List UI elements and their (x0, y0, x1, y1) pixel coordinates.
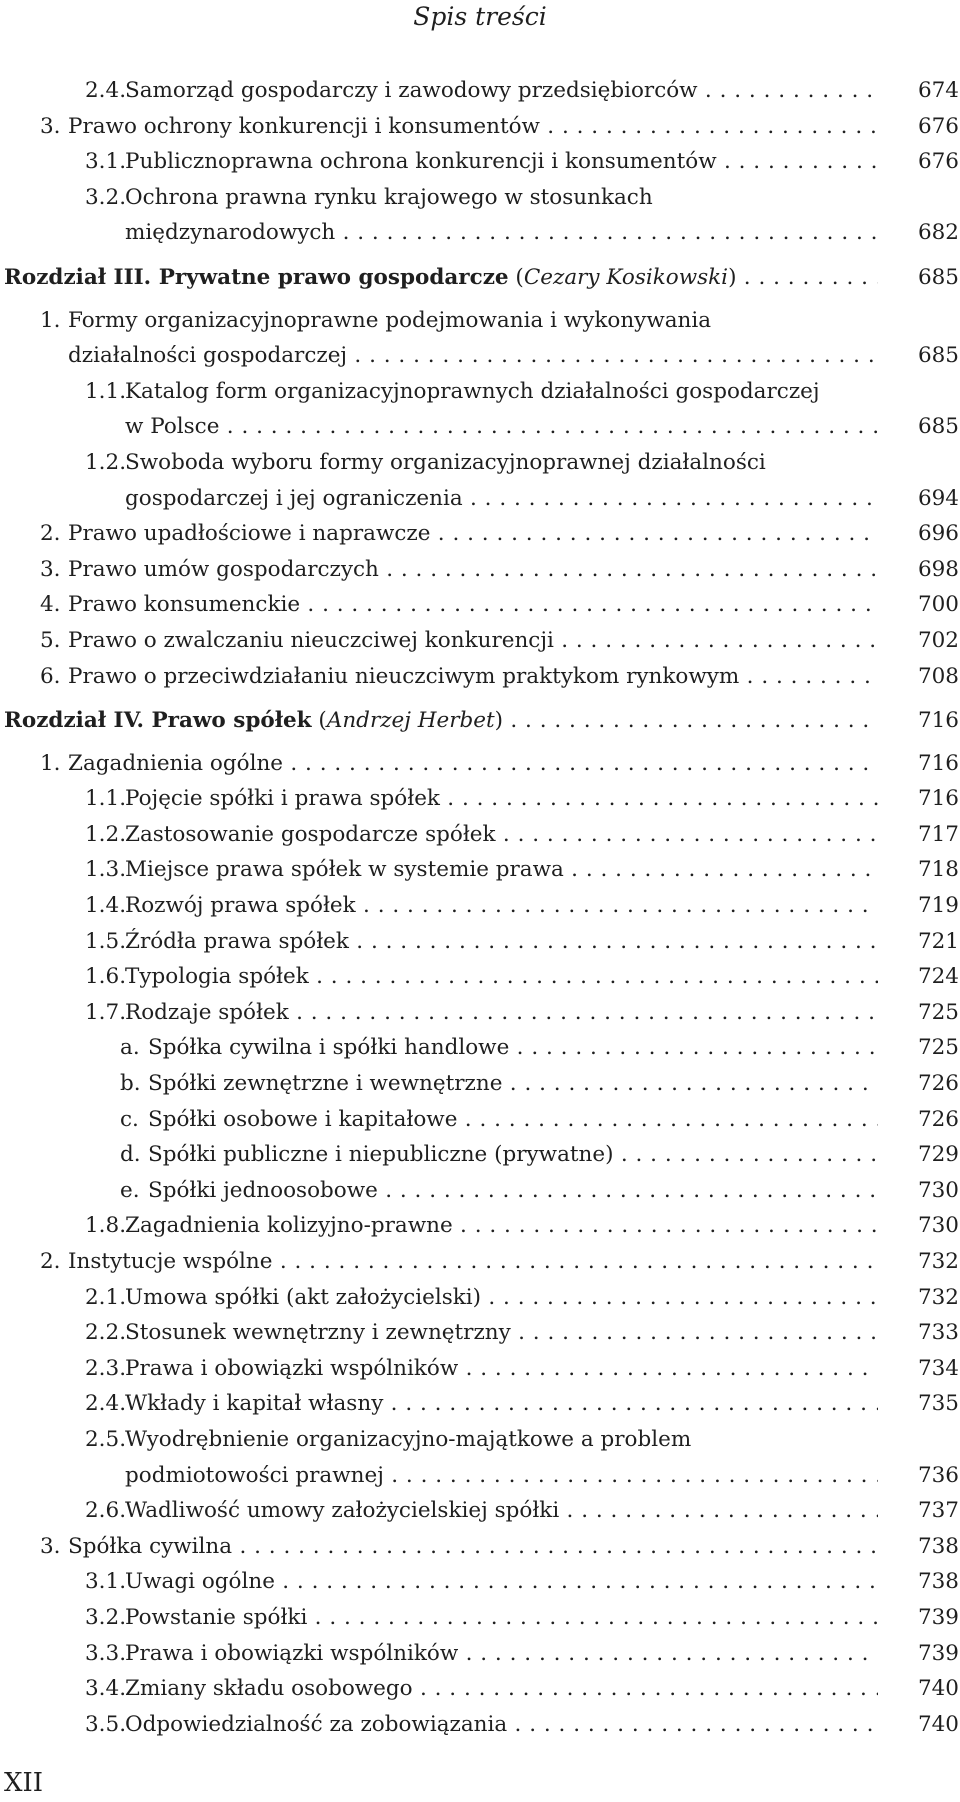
toc-page-number: 674 (917, 78, 959, 103)
toc-page-number: 685 (917, 343, 959, 369)
toc-entry-text: Zastosowanie gospodarcze spółek (125, 821, 496, 847)
toc-entry-text: Powstanie spółki (125, 1604, 308, 1630)
toc-entry-text: Wyodrębnienie organizacyjno-majątkowe a problem (125, 1426, 692, 1452)
toc-entry-number: 1.4. (85, 893, 127, 919)
toc-entry-text: Uwagi ogólne (125, 1569, 275, 1595)
toc-page-number: 736 (917, 1462, 959, 1488)
toc-entry-number: 1.7. (85, 999, 127, 1025)
toc-entry-text: Spółka cywilna i spółki handlowe (148, 1035, 510, 1061)
toc-entry-number: 3.3. (85, 1640, 127, 1666)
toc-page-number: 740 (917, 1676, 959, 1702)
toc-page-number: 685 (917, 414, 959, 440)
toc-entry-text: Rodzaje spółek (125, 999, 289, 1025)
toc-entry-number: 1.3. (85, 857, 127, 883)
toc-entry-text: działalności gospodarczej (68, 343, 348, 369)
toc-entry-text: Stosunek wewnętrzny i zewnętrzny (125, 1320, 511, 1346)
toc-entry-title (125, 817, 878, 853)
toc-entry-text: Spółki publiczne i niepubliczne (prywatne) (148, 1142, 614, 1168)
toc-entry-number: 3. (40, 556, 61, 582)
toc-entry-title (125, 1636, 878, 1672)
toc-entry-title (148, 1173, 878, 1209)
toc-entry-number: 3.1. (85, 149, 127, 175)
toc-entry-number: 3. (40, 113, 61, 139)
toc-page-number: 730 (917, 1177, 959, 1203)
toc-entry (0, 73, 960, 109)
toc-page-number: 696 (917, 521, 959, 547)
toc-entry-title (125, 481, 878, 517)
toc-entry-title (68, 338, 878, 374)
toc-page-number: 725 (917, 1035, 959, 1061)
toc-entry-number: 2.3. (85, 1355, 127, 1381)
toc-entry-title (68, 746, 878, 782)
toc-entry-title (68, 303, 878, 339)
toc-entry-title (68, 623, 878, 659)
toc-entry (0, 516, 960, 552)
toc-page-number: 676 (917, 113, 959, 139)
toc-page-number: 716 (917, 708, 959, 734)
toc-page-number: 733 (917, 1320, 959, 1346)
toc-entry-title (125, 445, 878, 481)
chapter-title: Prywatne prawo gospodarcze (158, 264, 509, 290)
toc-entry-title (125, 1493, 878, 1529)
toc-entry-number: 2.5. (85, 1426, 127, 1452)
toc-entry-title (125, 1422, 878, 1458)
toc-entry (0, 180, 960, 216)
toc-entry-text: Wkłady i kapitał własny (125, 1391, 384, 1417)
toc-entry-title (148, 1030, 878, 1066)
toc-entry-number: 4. (40, 592, 61, 618)
toc-page-number: 694 (917, 485, 959, 511)
toc-entry-text: Publicznoprawna ochrona konkurencji i konsumentów (125, 149, 717, 175)
toc-entry-number: 5. (40, 627, 61, 653)
toc-page-number: 698 (917, 556, 959, 582)
toc-entry-text: Prawo upadłościowe i naprawcze (68, 521, 431, 547)
toc-page-number: 708 (917, 663, 959, 689)
toc-entry (0, 1102, 960, 1138)
toc-entry-text: Prawa i obowiązki wspólników (125, 1355, 459, 1381)
toc-entry (0, 1280, 960, 1316)
toc-entry (0, 374, 960, 410)
toc-entry-number: 1.2. (85, 821, 127, 847)
toc-entry-number: 3. (40, 1533, 61, 1559)
toc-entry-text: międzynarodowych (125, 220, 336, 246)
toc-entry-title (125, 1707, 878, 1743)
toc-entry-title (68, 587, 878, 623)
toc-entry-number: 2.1. (85, 1284, 127, 1310)
toc-entry-number: 2.4. (85, 1391, 127, 1417)
toc-page-number: 702 (917, 627, 959, 653)
toc-chapter-heading (0, 260, 960, 296)
toc-entry-text: podmiotowości prawnej (125, 1462, 384, 1488)
toc-entry-number: 1.2. (85, 449, 127, 475)
toc-entry-text: Spółki jednoosobowe (148, 1177, 378, 1203)
chapter-number: Rozdział IV. (4, 708, 144, 734)
toc-entry (0, 303, 960, 339)
toc-entry-title (125, 1351, 878, 1387)
toc-entry-title (125, 1564, 878, 1600)
toc-page-number: 740 (917, 1711, 959, 1737)
toc-entry-number: 2. (40, 1249, 61, 1274)
toc-entry-text: Swoboda wyboru formy organizacyjnoprawnej działalności (125, 449, 766, 475)
toc-entry (0, 1066, 960, 1102)
toc-entry (0, 746, 960, 782)
toc-page-number: 724 (917, 964, 959, 990)
toc-entry-number: 1.8. (85, 1213, 127, 1239)
toc-entry-title (125, 374, 878, 410)
toc-entry-number: e. (120, 1177, 140, 1203)
toc-entry-number: a. (120, 1035, 140, 1061)
toc-page-number: 700 (917, 592, 959, 618)
toc-page-number: 721 (917, 928, 959, 954)
toc-entry-title (125, 924, 878, 960)
toc-entry (0, 1422, 960, 1458)
toc-entry-text: Prawo o przeciwdziałaniu nieuczciwym praktykom rynkowym (68, 663, 740, 689)
toc-entry-title (68, 552, 878, 588)
toc-entry-title (148, 1102, 878, 1138)
toc-entry-number: 3.4. (85, 1676, 127, 1702)
toc-page-number: 739 (917, 1640, 959, 1666)
toc-entry-text: Typologia spółek (125, 964, 309, 990)
toc-entry (0, 1671, 960, 1707)
toc-entry (0, 109, 960, 145)
chapter-title: Prawo spółek (151, 708, 312, 734)
toc-entry-title (125, 1600, 878, 1636)
toc-chapter-heading (0, 703, 960, 739)
toc-entry-title: Rozdział IV. Prawo spółek (Andrzej Herbet) . . . (4, 703, 878, 739)
toc-entry-title (68, 516, 878, 552)
toc-entry (0, 587, 960, 623)
toc-entry (0, 659, 960, 695)
chapter-author: Andrzej Herbet (326, 708, 495, 734)
toc-entry-text: Prawo konsumenckie (68, 592, 301, 618)
toc-page-number: 738 (917, 1569, 959, 1595)
toc-entry (0, 1137, 960, 1173)
toc-entry-title (68, 659, 878, 695)
toc-entry-title (148, 1066, 878, 1102)
toc-page-number: 729 (917, 1142, 959, 1168)
toc-entry-number: 6. (40, 663, 61, 689)
toc-entry-text: Zagadnienia ogólne (68, 750, 284, 776)
toc-page-number: 732 (917, 1249, 959, 1274)
toc-entry-title (125, 1315, 878, 1351)
toc-page-number: 739 (917, 1604, 959, 1630)
toc-entry-title (125, 1208, 878, 1244)
toc-entry-title (125, 144, 878, 180)
toc-page-number: 716 (917, 786, 959, 812)
table-of-contents (0, 73, 960, 1742)
toc-entry-number: 1. (40, 307, 61, 333)
toc-entry (0, 1458, 960, 1494)
toc-entry-title (125, 959, 878, 995)
toc-entry-text: Prawo ochrony konkurencji i konsumentów (68, 113, 540, 139)
toc-entry (0, 1030, 960, 1066)
toc-entry-title (125, 1671, 878, 1707)
toc-entry (0, 481, 960, 517)
toc-entry-title (68, 109, 878, 145)
toc-page-number: 682 (917, 220, 959, 246)
toc-entry-text: Odpowiedzialność za zobowiązania (125, 1711, 508, 1737)
toc-entry-text: Źródła prawa spółek (125, 928, 349, 954)
toc-entry (0, 409, 960, 445)
toc-entry-title (125, 215, 878, 251)
toc-entry-title (125, 180, 878, 216)
toc-page-number: 737 (917, 1498, 959, 1524)
toc-entry (0, 215, 960, 251)
toc-page-number: 730 (917, 1213, 959, 1239)
toc-entry (0, 959, 960, 995)
toc-entry-number: 1.1. (85, 378, 127, 404)
toc-entry-number: 2.4. (85, 78, 127, 103)
toc-entry (0, 445, 960, 481)
toc-entry-title (125, 852, 878, 888)
toc-entry-text: Instytucje wspólne (68, 1249, 273, 1274)
toc-entry (0, 623, 960, 659)
toc-entry-title (125, 1458, 878, 1494)
toc-entry-number: c. (120, 1106, 139, 1132)
toc-entry-title (68, 1529, 878, 1565)
toc-entry (0, 888, 960, 924)
toc-entry (0, 1386, 960, 1422)
toc-entry-number: 2.2. (85, 1320, 127, 1346)
toc-entry-number: 3.1. (85, 1569, 127, 1595)
toc-page-number: 734 (917, 1355, 959, 1381)
toc-entry-title (148, 1137, 878, 1173)
toc-entry-number: b. (120, 1071, 141, 1097)
toc-entry (0, 144, 960, 180)
toc-page-number: 717 (917, 821, 959, 847)
toc-entry (0, 924, 960, 960)
toc-entry-title (125, 73, 878, 109)
toc-page-number: 725 (917, 999, 959, 1025)
toc-entry-number: 1.6. (85, 964, 127, 990)
toc-entry-title (125, 995, 878, 1031)
toc-page-number: 718 (917, 857, 959, 883)
toc-entry-text: Spółka cywilna (68, 1533, 233, 1559)
toc-entry-text: Katalog form organizacyjnoprawnych działalności gospodarczej (125, 378, 820, 404)
toc-entry (0, 995, 960, 1031)
toc-entry-number: 3.2. (85, 184, 127, 210)
toc-entry (0, 1600, 960, 1636)
toc-page-number: 735 (917, 1391, 959, 1417)
toc-page-number: 738 (917, 1533, 959, 1559)
toc-entry-text: Ochrona prawna rynku krajowego w stosunkach (125, 184, 653, 210)
toc-entry-title (68, 1244, 878, 1280)
page-number: XII (4, 1768, 44, 1798)
toc-entry (0, 1529, 960, 1565)
toc-entry (0, 1208, 960, 1244)
toc-entry-text: Miejsce prawa spółek w systemie prawa (125, 857, 564, 883)
toc-entry-text: Umowa spółki (akt założycielski) (125, 1284, 482, 1310)
toc-entry (0, 1564, 960, 1600)
toc-page-number: 716 (917, 750, 959, 776)
toc-entry-text: gospodarczej i jej ograniczenia (125, 485, 463, 511)
toc-entry-title (125, 888, 878, 924)
toc-entry-text: Pojęcie spółki i prawa spółek (125, 786, 440, 812)
toc-entry (0, 1636, 960, 1672)
toc-entry (0, 1173, 960, 1209)
toc-entry-text: Zmiany składu osobowego (125, 1676, 413, 1702)
chapter-author: Cezary Kosikowski (523, 264, 729, 290)
toc-entry-title (125, 1386, 878, 1422)
toc-entry-text: Prawa i obowiązki wspólników (125, 1640, 459, 1666)
toc-entry (0, 338, 960, 374)
toc-entry (0, 1351, 960, 1387)
toc-page-number: 676 (917, 149, 959, 175)
toc-entry-title (125, 781, 878, 817)
toc-entry-text: Wadliwość umowy założycielskiej spółki (125, 1498, 560, 1524)
running-head-title: Spis treści (413, 2, 547, 31)
toc-entry-text: Formy organizacyjnoprawne podejmowania i wykonywania (68, 307, 712, 333)
toc-entry (0, 1244, 960, 1280)
toc-entry-number: 1. (40, 750, 61, 776)
toc-entry (0, 552, 960, 588)
toc-entry-text: Spółki osobowe i kapitałowe (148, 1106, 458, 1132)
toc-entry (0, 1493, 960, 1529)
toc-entry (0, 1315, 960, 1351)
toc-page-number: 732 (917, 1284, 959, 1310)
toc-entry-number: d. (120, 1142, 141, 1168)
toc-page-number: 726 (917, 1071, 959, 1097)
toc-entry (0, 1707, 960, 1743)
toc-entry-number: 2. (40, 521, 61, 547)
toc-entry-number: 3.5. (85, 1711, 127, 1737)
toc-entry-text: Samorząd gospodarczy i zawodowy przedsiębiorców (125, 78, 698, 103)
toc-entry (0, 817, 960, 853)
toc-entry-text: Prawo o zwalczaniu nieuczciwej konkurencji (68, 627, 554, 653)
toc-entry-title: Rozdział III. Prywatne prawo gospodarcze (Cezary Kosikowski) . . . (4, 260, 878, 296)
toc-page-number: 685 (917, 264, 959, 290)
toc-entry-number: 1.5. (85, 928, 127, 954)
toc-entry (0, 852, 960, 888)
toc-entry-text: Prawo umów gospodarczych (68, 556, 379, 582)
toc-entry (0, 781, 960, 817)
toc-page-number: 726 (917, 1106, 959, 1132)
toc-entry-number: 2.6. (85, 1498, 127, 1524)
toc-entry-title (125, 409, 878, 445)
toc-entry-title (125, 1280, 878, 1316)
toc-entry-text: Zagadnienia kolizyjno-prawne (125, 1213, 453, 1239)
chapter-number: Rozdział III. (4, 264, 152, 290)
toc-entry-text: Rozwój prawa spółek (125, 893, 356, 919)
toc-entry-text: w Polsce (125, 414, 220, 440)
toc-page-number: 719 (917, 893, 959, 919)
toc-entry-number: 3.2. (85, 1604, 127, 1630)
toc-entry-number: 1.1. (85, 786, 127, 812)
toc-entry-text: Spółki zewnętrzne i wewnętrzne (148, 1071, 503, 1097)
